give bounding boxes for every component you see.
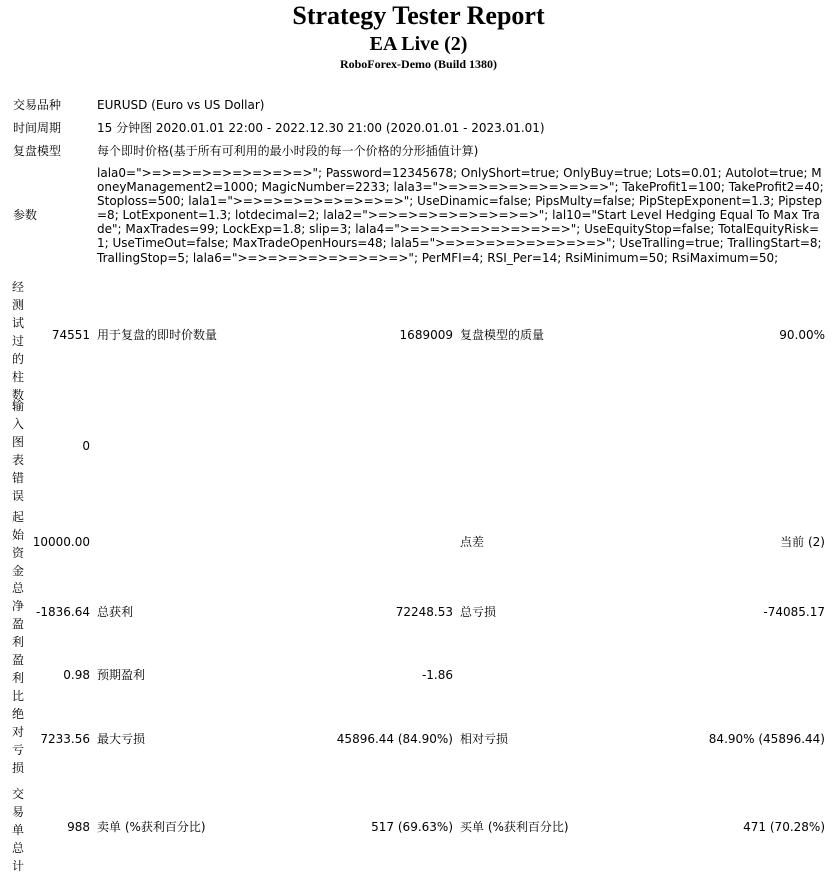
short-positions-label: 卖单 (%获利百分比) [97,820,206,834]
long-positions-label: 买单 (%获利百分比) [460,820,569,834]
errors-value: 0 [82,439,90,453]
grossloss-value: -74085.17 [763,605,825,619]
absolute-drawdown-label: 绝对亏损 [11,707,24,775]
total-trades-label: 交易单总计 [11,787,24,873]
spread-value: 当前 (2) [780,535,825,549]
params-value: lala0=">=>=>=>=>=>=>=>=>"; Password=12345678; OnlyShort=true; OnlyBuy=true; Lots=0.01; Autolot=true; MoneyManagement2=1000; MagicNumber=2233; lala3=">=>=>=>=>=>=>=>=>"; TakeProfit1=100; TakeProfit2=40; Stoploss=500; lala1=">=>=>=>=>=>=>=>=>"; UseDinamic=false; PipsMulty=false; PipStepExponent=1.3; Pipstep=8; LotExponent=1.3; lotdecimal=2; lala2=">=>=>=>=>=>=>=>=>"; lal10="Start Level Hedging Equal To Max Trade"; MaxTrades=99; LockExp=1.8; slip=3; lala4=">=>=>=>=>=>=>=>=>"; UseEquityStop=false; TotalEquityRisk=1; UseTimeOut=false; MaxTradeOpenHours=48; lala5=">=>=>=>=>=>=>=>=>"; UseTralling=true; TrallingStart=8; TrallingStop=5; lala6=">=>=>=>=>=>=>=>=>"; PerMFI=4; RSI_Per=14; RsiMinimum=50; RsiMaximum=50; [97,166,824,265]
long-positions-value: 471 (70.28%) [743,820,825,834]
bars-value: 74551 [51,328,90,342]
model-label: 复盘模型 [13,144,62,158]
period-label: 时间周期 [13,121,62,135]
deposit-value: 10000.00 [32,535,90,549]
model-value: 每个即时价格(基于所有可利用的最小时段的每一个价格的分形插值计算) [97,144,479,158]
netprofit-value: -1836.64 [36,605,90,619]
quality-label: 复盘模型的质量 [460,328,545,342]
params-label: 参数 [13,208,38,222]
maximal-drawdown-value: 45896.44 (84.90%) [336,732,453,746]
deposit-label: 起始资金 [11,510,24,578]
total-trades-value: 988 [67,820,90,834]
grossprofit-value: 72248.53 [395,605,453,619]
absolute-drawdown-value: 7233.56 [40,732,90,746]
quality-value: 90.00% [779,328,825,342]
relative-drawdown-value: 84.90% (45896.44) [708,732,825,746]
grossprofit-label: 总获利 [97,605,134,619]
ticks-label: 用于复盘的即时价数量 [97,328,218,342]
spread-label: 点差 [460,535,485,549]
maximal-drawdown-label: 最大亏损 [97,732,146,746]
period-value: 15 分钟图 2020.01.01 22:00 - 2022.12.30 21:00 (2020.01.01 - 2023.01.01) [97,121,545,135]
profit-factor-value: 0.98 [63,668,90,682]
expected-payoff-label: 预期盈利 [97,668,146,682]
expected-payoff-value: -1.86 [421,668,453,682]
profit-factor-label: 盈利比 [11,653,24,703]
bars-label: 经测试过的柱数 [11,280,24,402]
server-info: RoboForex-Demo (Build 1380) [339,57,498,71]
short-positions-value: 517 (69.63%) [371,820,453,834]
symbol-value: EURUSD (Euro vs US Dollar) [97,98,265,112]
netprofit-label: 总净盈利 [11,581,24,649]
relative-drawdown-label: 相对亏损 [460,732,509,746]
ea-name: EA Live (2) [369,33,468,55]
report-title: Strategy Tester Report [292,1,545,30]
grossloss-label: 总亏损 [460,605,497,619]
symbol-label: 交易品种 [13,98,62,112]
errors-label: 输入图表错误 [11,399,24,503]
ticks-value: 1689009 [399,328,453,342]
